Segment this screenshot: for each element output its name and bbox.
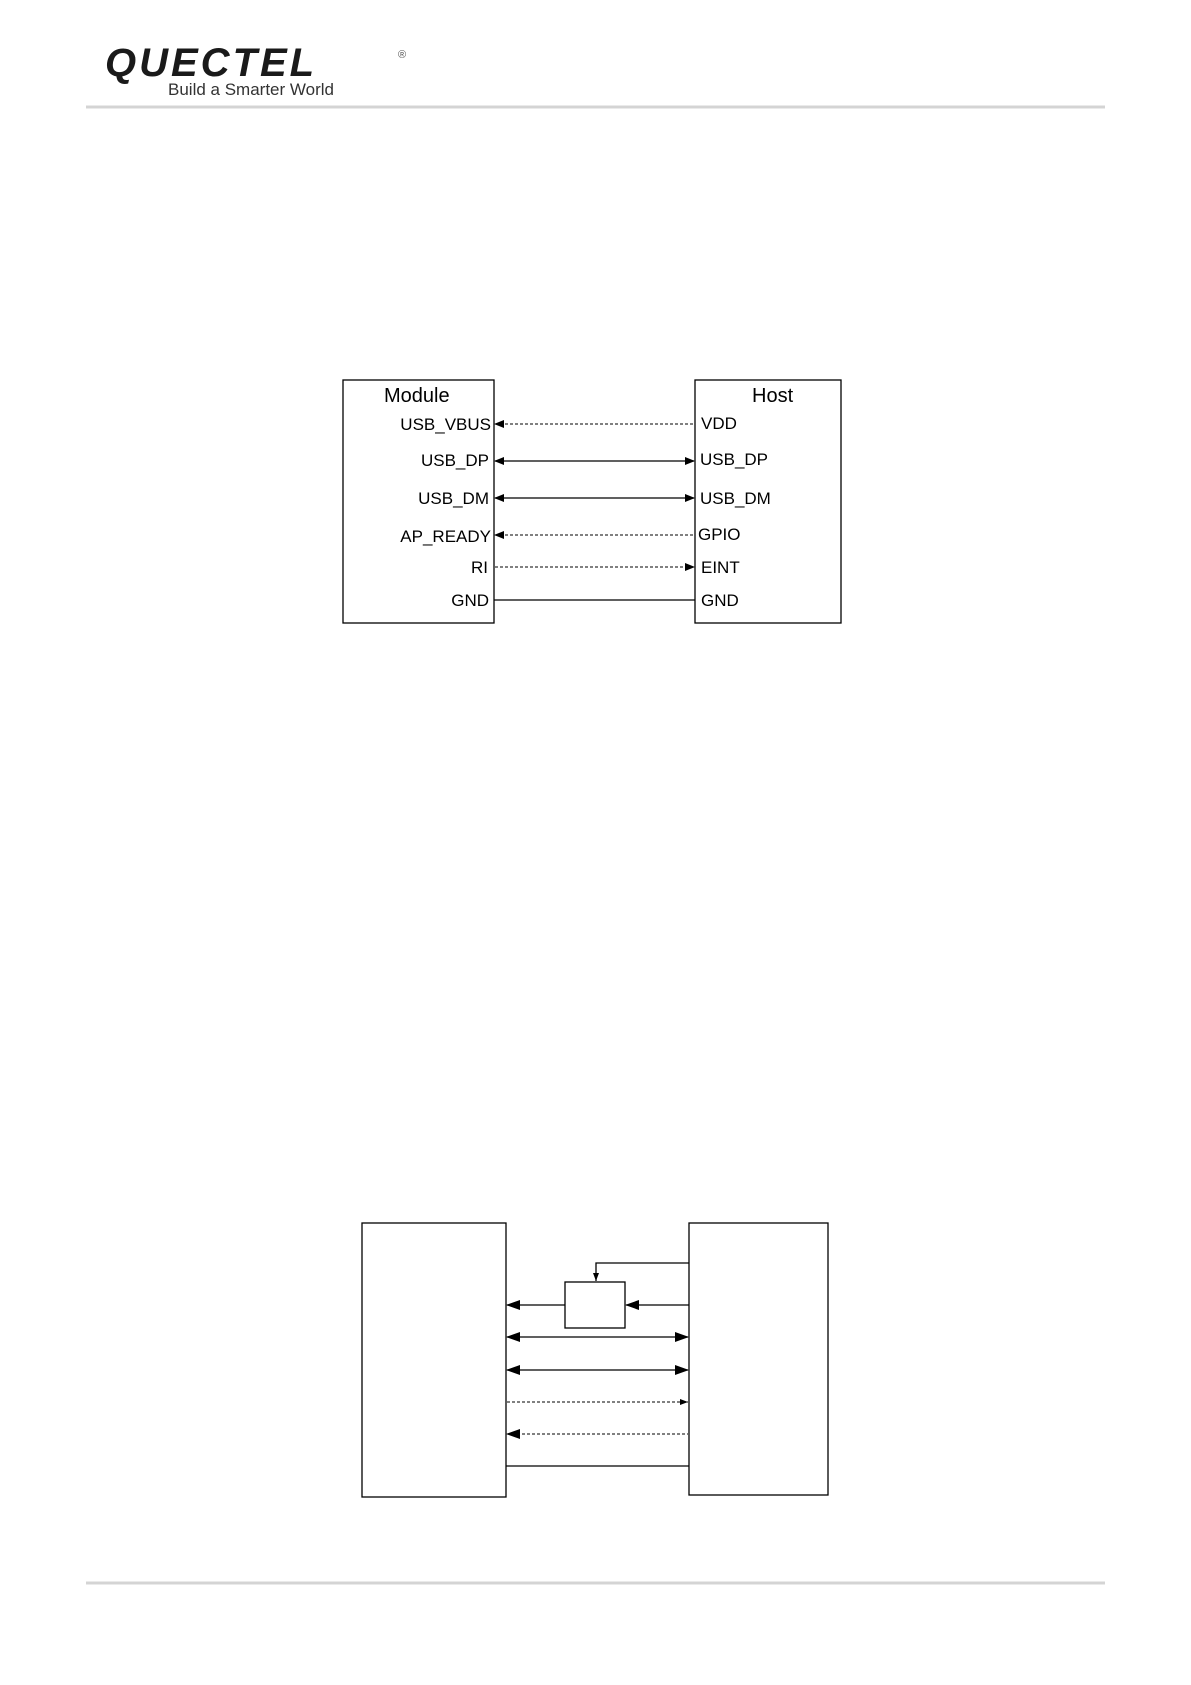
host-title: Host [752, 385, 794, 407]
brand-logo: QUECTEL [105, 41, 318, 85]
module-pin-gnd: GND [451, 591, 489, 610]
left-block [362, 1223, 506, 1497]
module-pin-usb-dp: USB_DP [420, 451, 489, 470]
host-pin-usb-dm: USB_DM [700, 489, 771, 508]
host-pin-vdd: VDD [701, 414, 737, 433]
host-pin-usb-dp: USB_DP [700, 450, 769, 469]
switch-control-line [596, 1263, 689, 1281]
switch-box [565, 1282, 625, 1328]
module-title: Module [384, 385, 450, 407]
module-pin-ri: RI [471, 558, 488, 577]
host-pin-gpio: GPIO [698, 525, 741, 544]
host-pin-eint: EINT [701, 558, 740, 577]
module-pin-usb-dm: USB_DM [418, 489, 489, 508]
module-pin-usb-vbus: USB_VBUS [400, 415, 491, 434]
brand-tagline: Build a Smarter World [168, 80, 334, 99]
right-block [689, 1223, 828, 1495]
host-pin-gnd: GND [701, 591, 739, 610]
logo-registered-mark: ® [398, 49, 407, 61]
module-pin-ap-ready: AP_READY [400, 527, 491, 546]
